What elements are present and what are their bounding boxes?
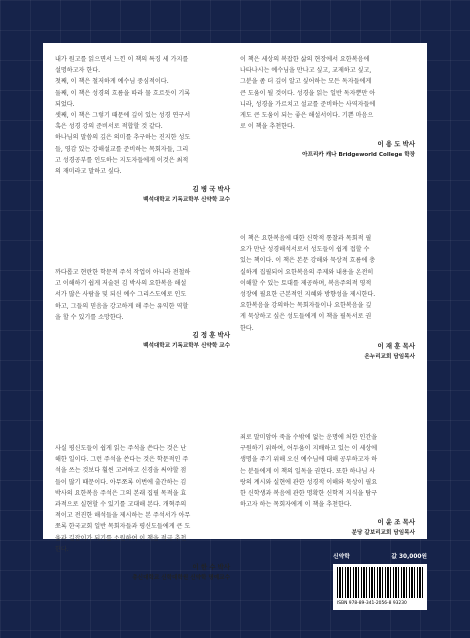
- endorsement-text-line: 이 책은 세상의 복잡한 삶의 현장에서 요한복음에: [240, 56, 370, 63]
- endorsement-text-line: 있는 책이다. 이 책은 본문 강해와 묵상적 흐름에 충: [240, 257, 376, 265]
- category-label: 신약학: [333, 554, 350, 560]
- endorsement: [55, 54, 230, 203]
- endorser-affiliation: 온누리교회 담임목사: [364, 353, 415, 360]
- endorser-name: 이 윤 조 목사: [377, 518, 415, 527]
- endorsement-text-line: 큰 도움이 될 것이다. 성경을 읽는 일반 독자뿐만 아: [240, 89, 376, 97]
- endorsement-text-line: 니라, 성경을 가르치고 설교를 준비하는 사역자들에: [240, 100, 376, 108]
- endorsement: [240, 432, 415, 536]
- endorsement-text-line: 과적으로 실현할 수 있기를 고대해 본다. 개혁주의: [55, 501, 187, 509]
- endorser-affiliation: 분당 갈보리교회 담임목사: [351, 530, 415, 537]
- price-label: 값 30,000원: [391, 554, 427, 560]
- endorsement-text-line: 고 이해하기 쉽게 저술된 김 박사의 요한복음 해설: [55, 280, 187, 288]
- endorsement-text-line: 내가 원고를 읽으면서 느낀 이 책의 특징 세 가지를: [55, 56, 189, 63]
- endorsement-text-line: 석을 쓰는 것보다 훨씬 고려하고 신경을 써야할 점: [55, 467, 187, 475]
- isbn-text: ISBN 978-89-341-2056-8 93230: [337, 601, 407, 606]
- endorser-name: 이 재 훈 목사: [377, 341, 415, 350]
- endorsement-text-line: 을 할 수 있기를 소망한다.: [55, 313, 124, 321]
- endorsement-text-line: 되었다.: [55, 100, 75, 108]
- endorsement-text-line: 구원하기 위하여, 어두움이 지배하고 있는 이 세상에: [240, 445, 378, 453]
- endorsement-text-line: 들, 영감 있는 강해설교를 준비하는 목회자들, 그리: [55, 145, 189, 153]
- endorsement-text-line: 로 이 책을 추천한다.: [240, 123, 295, 131]
- endorsement-text-line: 하고자 하는 목회자에게 이 책을 추천한다.: [240, 501, 352, 509]
- endorsement-text-line: 요가 만난 성경해석서로서 성도들이 쉽게 접할 수: [240, 246, 370, 254]
- endorsement-text-line: 고 성경공부를 인도하는 지도자들에게 이것은 최적: [55, 156, 189, 164]
- price-barcode-area: [333, 551, 427, 615]
- endorser-name: 김 정 훈 박사: [192, 331, 230, 340]
- endorsement-text-line: 게 묵상하고 싶은 성도들에게 이 책을 필독서로 권: [240, 313, 372, 321]
- endorser-affiliation: 총신대학교 신학대학원 신약학 명예교수: [132, 575, 230, 582]
- endorsement-text-line: 하고, 그들의 믿음을 강고하게 해 주는 유익한 역할: [55, 302, 189, 310]
- endorsement-text-line: 한 신학생과 복음에 관한 명확한 신학적 지식을 탐구: [240, 490, 378, 498]
- endorsement-text-line: 이 책은 요한복음에 대한 신학적 통찰과 목회적 필: [240, 235, 372, 242]
- endorser-affiliation: 아프리카 캐나 Bridgeworld College 학장: [302, 152, 415, 159]
- endorsement-text-line: 첫째, 이 책은 철저하게 예수님 중심적이다.: [55, 78, 169, 86]
- endorsement-text-line: 의 재미라고 말하고 싶다.: [55, 168, 122, 176]
- endorsement-text-line: 적이고 전진한 해석들을 제시하는 본 주석서가 아무: [55, 512, 191, 520]
- endorsement-text-line: 한다.: [240, 324, 254, 332]
- endorser-name: 이 한 수 박사: [192, 563, 230, 572]
- endorser-name: 김 병 국 박사: [192, 185, 230, 194]
- endorsement-text-line: 혹은 성경 강의 준비서로 적합할 것 같다.: [55, 123, 163, 131]
- endorsement-text-line: 들이 많기 때문이다. 아무쪼록 이번에 출간하는 김: [55, 478, 187, 486]
- endorsement-text-line: 박사의 요한복음 주석은 그의 본래 집필 목적을 효: [55, 489, 187, 497]
- endorsement-text-line: 설명하고자 한다.: [55, 67, 101, 75]
- endorsement-text-line: 까다롭고 현란한 학문적 주석 작업이 아니라 전철하: [55, 269, 191, 276]
- endorsement-text-line: 죄로 말미암아 죽을 수밖에 없는 운명에 처한 인간을: [240, 434, 378, 441]
- endorsement-text-line: 랑의 계시와 실현에 관한 성경적 이해와 묵상이 필요: [240, 478, 378, 486]
- endorsement: [55, 267, 230, 349]
- barcode-bars: [337, 567, 423, 598]
- endorsement-text-line: 쪼록 한국교회 일반 목회자들과 평신도들에게 큰 도: [55, 523, 191, 531]
- endorsement-text-line: 요한복음을 강의하는 목회자들이나 요한복음을 깊: [240, 302, 372, 310]
- endorsement-text-line: 그분을 좀 더 깊이 알고 싶어하는 모든 독자들에게: [240, 78, 372, 86]
- endorser-affiliation: 백석대학교 기독교학부 신약학 교수: [143, 197, 230, 204]
- endorsement-text-line: 둘째, 이 책은 성경의 흐름을 따라 물 흐르듯이 기록: [55, 89, 191, 97]
- endorsement-text-line: 이해할 수 있는 토대를 제공하며, 복음주의적 영적: [240, 279, 372, 287]
- endorsement-text-line: 하나님의 말씀의 깊은 의미를 추구하는 진지한 성도: [55, 134, 191, 142]
- endorsement-text-line: 실하게 집필되어 요한복음의 주제와 내용을 온전히: [240, 268, 374, 276]
- endorsement-text-line: 사실 평신도들이 쉽게 읽는 주석을 쓴다는 것은 난: [55, 445, 187, 452]
- endorsement-text-line: 해한 일이다. 그런 주석을 쓴다는 것은 학문적인 주: [55, 456, 189, 464]
- endorsement: [240, 54, 415, 158]
- endorsement-text-line: 생명을 주기 위해 오신 예수님에 대해 공부하고자 하: [240, 456, 378, 464]
- endorsement-text-line: 움과 길잡이가 되기를 소원하여 이 책을 적극 추천: [55, 534, 187, 542]
- endorsement-text-line: 나타나시는 예수님을 만나고 싶고, 교제하고 싶고,: [240, 67, 372, 75]
- endorsement-text-line: 셋째, 이 책은 그렇기 때문에 깊이 있는 성경 연구서: [55, 112, 191, 120]
- endorsement-text-line: 는 분들에게 이 책의 일독을 권한다. 또한 하나님 사: [240, 467, 376, 475]
- endorsement-text-line: 게도 큰 도움이 되는 좋은 해설서이다. 기쁜 마음으: [240, 112, 374, 120]
- endorser-name: 이 용 도 박사: [377, 140, 415, 149]
- endorsement-text-line: 한다.: [55, 545, 69, 553]
- endorsement-text-line: 성장에 필요한 근본적인 지혜와 방향성을 제시한다.: [240, 291, 376, 299]
- endorsement: [240, 233, 415, 360]
- endorsement-text-line: 서가 많은 사람을 및 되신 예수 그리스도에로 인도: [55, 291, 187, 299]
- endorser-affiliation: 백석대학교 기독교학부 신약학 교수: [143, 343, 230, 350]
- endorsement: [55, 443, 230, 581]
- barcode: [333, 564, 427, 610]
